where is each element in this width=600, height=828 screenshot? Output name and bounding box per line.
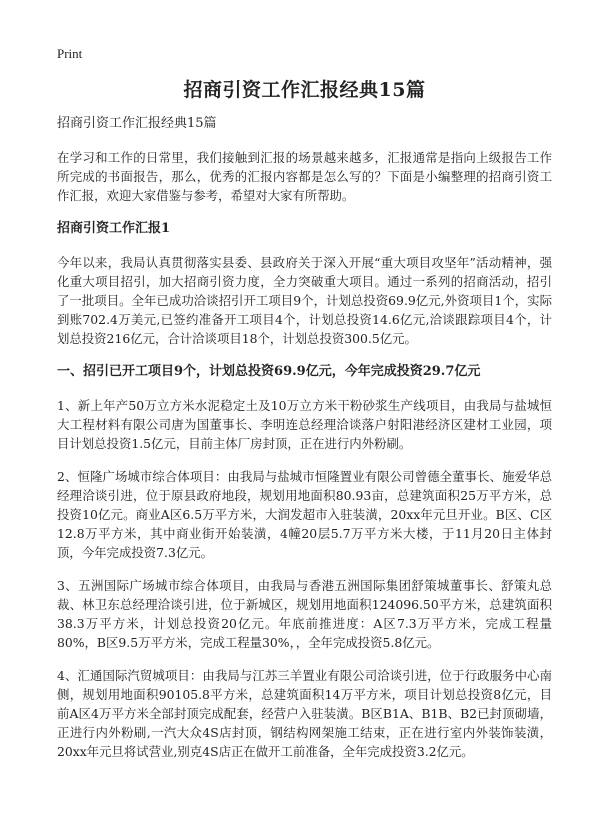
document-subtitle: 招商引资工作汇报经典15篇: [57, 116, 217, 131]
document-body: [57, 76, 552, 775]
project-item-4: 4、汇通国际汽贸城项目：由我局与江苏三羊置业有限公司洽谈引进，位于行政服务中心南侧，规划用地面积90105.8平方米，总建筑面积14万平方米，项目计划总投资8亿元，目前A区4万平方米全部封顶完成配套，经营户入驻装潢。B区B1A、B1B、B2已封顶砌墙，正进行内外粉刷,一汽大众4S店封顶，钢结构网架施工结束，正在进行室内外装饰装潢，20xx年元旦将试营业,别克4S店正在做开工前准备，全年完成投资3.2亿元。: [57, 668, 552, 759]
project-item-3: 3、五洲国际广场城市综合体项目，由我局与香港五洲国际集团舒策城董事长、舒策丸总裁、林卫东总经理洽谈引进，位于新城区，规划用地面积124096.50平方米，总建筑面积38.3万平方米，计划总投资20亿元。年底前推进度：A区7.3万平方米，完成工程量80%，B区9.5万平方米，完成工程量30%，，全年完成投资5.8亿元。: [57, 578, 552, 650]
section-heading: 招商引资工作汇报1: [57, 221, 171, 236]
document-title: 招商引资工作汇报经典15篇: [183, 79, 426, 101]
print-link[interactable]: Print: [57, 46, 83, 61]
summary-paragraph: 今年以来，我局认真贯彻落实县委、县政府关于深入开展“重大项目攻坚年”活动精神，强化重大项目招引，加大招商引资力度，全力突破重大项目。通过一系列的招商活动，招引了一批项目。全年已成功洽谈招引开工项目9个，计划总投资69.9亿元,外资项目1个，实际到账702.4万美元,已签约准备开工项目4个，计划总投资14.6亿元,洽谈跟踪项目4个，计划总投资216亿元，合计洽谈项目18个，计划总投资300.5亿元。: [57, 255, 552, 346]
part-heading: 一、招引已开工项目9个，计划总投资69.9亿元，今年完成投资29.7亿元: [57, 364, 481, 379]
project-item-1: 1、新上年产50万立方米水泥稳定土及10万立方米干粉砂浆生产线项目，由我局与盐城恒大工程材料有限公司唐为国董事长、李明连总经理洽谈落户射阳港经济区建材工业园，项目计划总投资1.5亿元，目前主体厂房封顶，正在进行内外粉刷。: [57, 398, 552, 451]
project-item-2: 2、恒隆广场城市综合体项目：由我局与盐城市恒隆置业有限公司曾德全董事长、施爱华总经理洽谈引进，位于原县政府地段，规划用地面积80.93亩，总建筑面积25万平方米，总投资10亿元。商业A区6.5万平方米，大润发超市入驻装潢，20xx年元旦开业。B区、C区12.8万平方米，其中商业街开始装潢，4幢20层5.7万平方米大楼，于11月20日主体封顶，今年完成投资7.3亿元。: [57, 469, 552, 560]
intro-paragraph: 在学习和工作的日常里，我们接触到汇报的场景越来越多，汇报通常是指向上级报告工作所完成的书面报告，那么，优秀的汇报内容都是怎么写的？下面是小编整理的招商引资工作汇报，欢迎大家借鉴与参考，希望对大家有所帮助。: [57, 150, 552, 203]
